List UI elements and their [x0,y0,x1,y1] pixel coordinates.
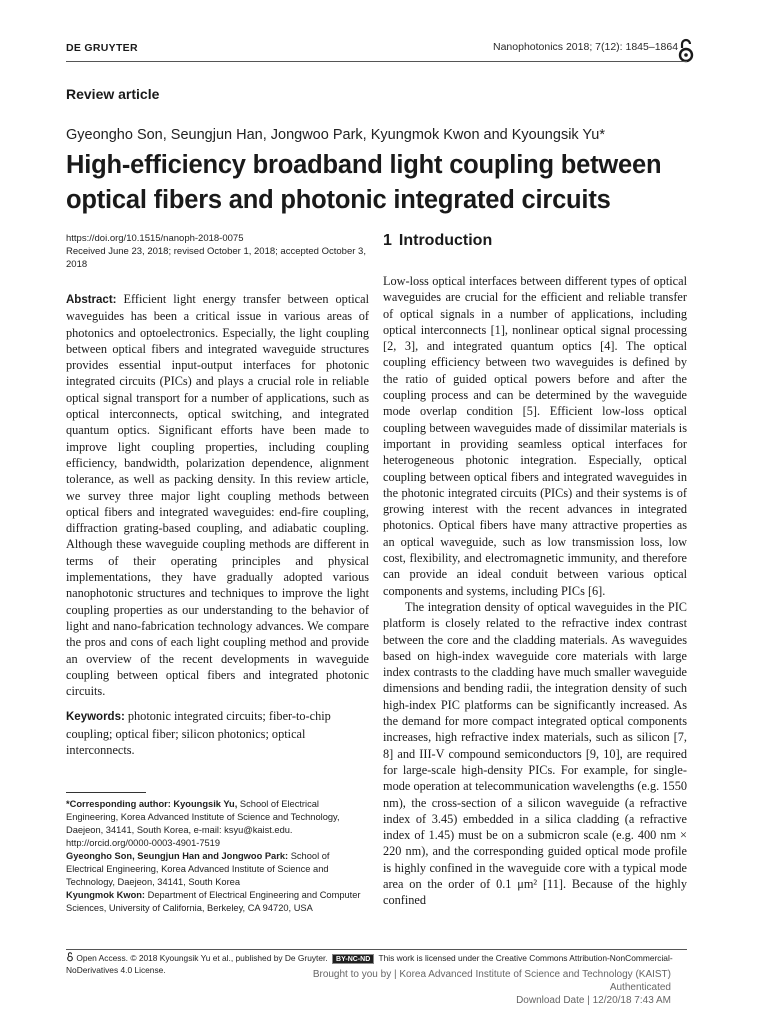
section-heading [383,232,687,250]
author-list: Gyeongho Son, Seungjun Han, Jongwoo Park, Kyungmok Kwon and Kyoungsik Yu* [66,127,606,143]
footnote-text: School of Electrical Engineering, Korea Advanced Institute of Science and Technology, Daejeon, 34141, South Korea, e-mail: ksyu@kaist.edu. http://orcid.org/0000-0003-4901-7519 [66,799,340,848]
right-column [383,232,687,909]
abstract-text: Efficient light energy transfer between optical waveguides has been a critical issue in various areas of photonics and optoelectronics. Especially, the light coupling between optical fibers and integrated waveguide structures provides essential input-output interfaces for photonic integrated circuits (PICs) and plays a crucial role in reliable optical signal transport for a number of applications, such as optical interconnects, optical switching, and integrated quantum optics. Significant efforts have been made to improve light coupling properties, including coupling efficiency, bandwidth, polarization dependence, alignment tolerance, as well as packing density. In this review article, we survey three major light coupling methods between optical fibers and integrated waveguides: end-fire coupling, diffraction grating-based coupling, and adiabatic coupling. Although these waveguide coupling methods are different in terms of their operating principles and physical implementations, they have gradually adopted various nanophotonic structures and techniques to improve the light coupling properties as our understanding to the behavior of light and nano-fabrication technology advances. We compare the pros and cons of each light coupling method and provide an overview of the recent developments in waveguide coupling between optical fibers and integrated photonic circuits. [66,292,369,699]
authenticated-label: Authenticated [609,982,671,993]
footnote-authors [66,850,369,889]
section-number: 1 [383,232,392,249]
download-info [313,968,671,1007]
left-column [66,232,369,758]
keywords-label: Keywords: [66,711,125,724]
keywords-text: photonic integrated circuits; fiber-to-chip coupling; optical fiber; silicon photonics; optical interconnects. [66,709,331,758]
intro-paragraph-1: Low-loss optical interfaces between different types of optical waveguides are crucial for the efficient and reliable transfer of optical signals in a number of applications, including optical interconnects [1], nonlinear optical signal processing [2, 3], and integrated quantum optics [4]. The optical coupling efficiency between two waveguides is defined by the ratio of guided optical powers before and after the coupling process and can be determined by the waveguide mode overlap condition [5]. Efficient low-loss optical coupling between waveguides made of dissimilar materials is important in providing seamless optical interfaces for heterogeneous photonic integration. Especially, optical coupling between optical fibers and integrated waveguides in the photonic integrated circuits (PICs) and their systems is of growing interest with the recent advances in integrated photonics. Optical fibers have many attractive properties as an optical waveguide, such as low transmission loss, low cost, flexibility, and electromagnetic immunity, and therefore can provide an ideal conduit between various optical components and systems, including PICs [6]. [383,274,687,598]
header-rule [66,61,687,62]
abstract [66,291,369,699]
footnotes [66,798,369,915]
abstract-label: Abstract: [66,294,117,306]
section-title: Introduction [398,232,493,249]
footnote-kwon [66,889,369,915]
publisher-name: DE GRUYTER [66,42,138,54]
open-access-small-icon [66,952,74,962]
download-date: Download Date | 12/20/18 7:43 AM [516,995,671,1006]
license-text-before: Open Access. © 2018 Kyoungsik Yu et al., published by De Gruyter. [76,953,328,963]
journal-citation: Nanophotonics 2018; 7(12): 1845–1864 [493,41,679,53]
license-text-after: This work is licensed under the Creative Commons Attribution-NonCommercial-NoDerivatives 4.0 License. [66,953,673,975]
footnote-text: Department of Electrical Engineering and Computer Sciences, University of California, Berkeley, CA 94720, USA [66,890,361,913]
keywords [66,708,369,758]
article-type: Review article [66,86,160,102]
footnote-rule [66,792,146,793]
cc-license-badge[interactable]: BY-NC-ND [332,954,374,964]
footnote-label: *Corresponding author: Kyoungsik Yu, [66,799,238,809]
received-dates: Received June 23, 2018; revised October 1, 2018; accepted October 3, 2018 [66,246,366,270]
brought-to-you-by: Brought to you by | Korea Advanced Institute of Science and Technology (KAIST) [312,969,671,980]
footnote-label: Gyeongho Son, Seungjun Han and Jongwoo Park: [66,851,289,861]
footnote-label: Kyungmok Kwon: [66,890,146,900]
doi-link[interactable]: https://doi.org/10.1515/nanoph-2018-0075 [66,233,244,244]
footnote-text: School of Electrical Engineering, Korea Advanced Institute of Science and Technology, Daejeon, 34141, South Korea [66,851,330,887]
footnote-corresponding [66,798,369,850]
footer-rule [66,949,687,950]
article-title: High-efficiency broadband light coupling between optical fibers and photonic integrated circuits [66,151,662,214]
intro-paragraph-2: The integration density of optical waveguides in the PIC platform is closely related to the refractive index contrast between the core and the cladding materials. As waveguides based on high-index waveguide core materials with large index contrasts to the cladding have much smaller waveguide dimensions and bending radii, the integration density of such high-index PIC platforms can be significantly increased. As the demand for more compact integrated optical components increases, high refractive index materials, such as silicon [7, 8] and III-V compound semiconductors [9, 10], are required for large-scale high-density PICs. For example, for single-mode operation at telecommunication wavelengths (e.g. 1550 nm), the cross-section of a silicon waveguide (a refractive index of 3.45) embedded in a silica cladding (a refractive index of 1.45) must be on a submicron scale (e.g. 400 nm × 220 nm), and the corresponding guided optical mode profile is highly confined in the waveguide core with a typical mode area on the order of 0.1 μm² [11]. Because of the highly confined [383,599,687,908]
